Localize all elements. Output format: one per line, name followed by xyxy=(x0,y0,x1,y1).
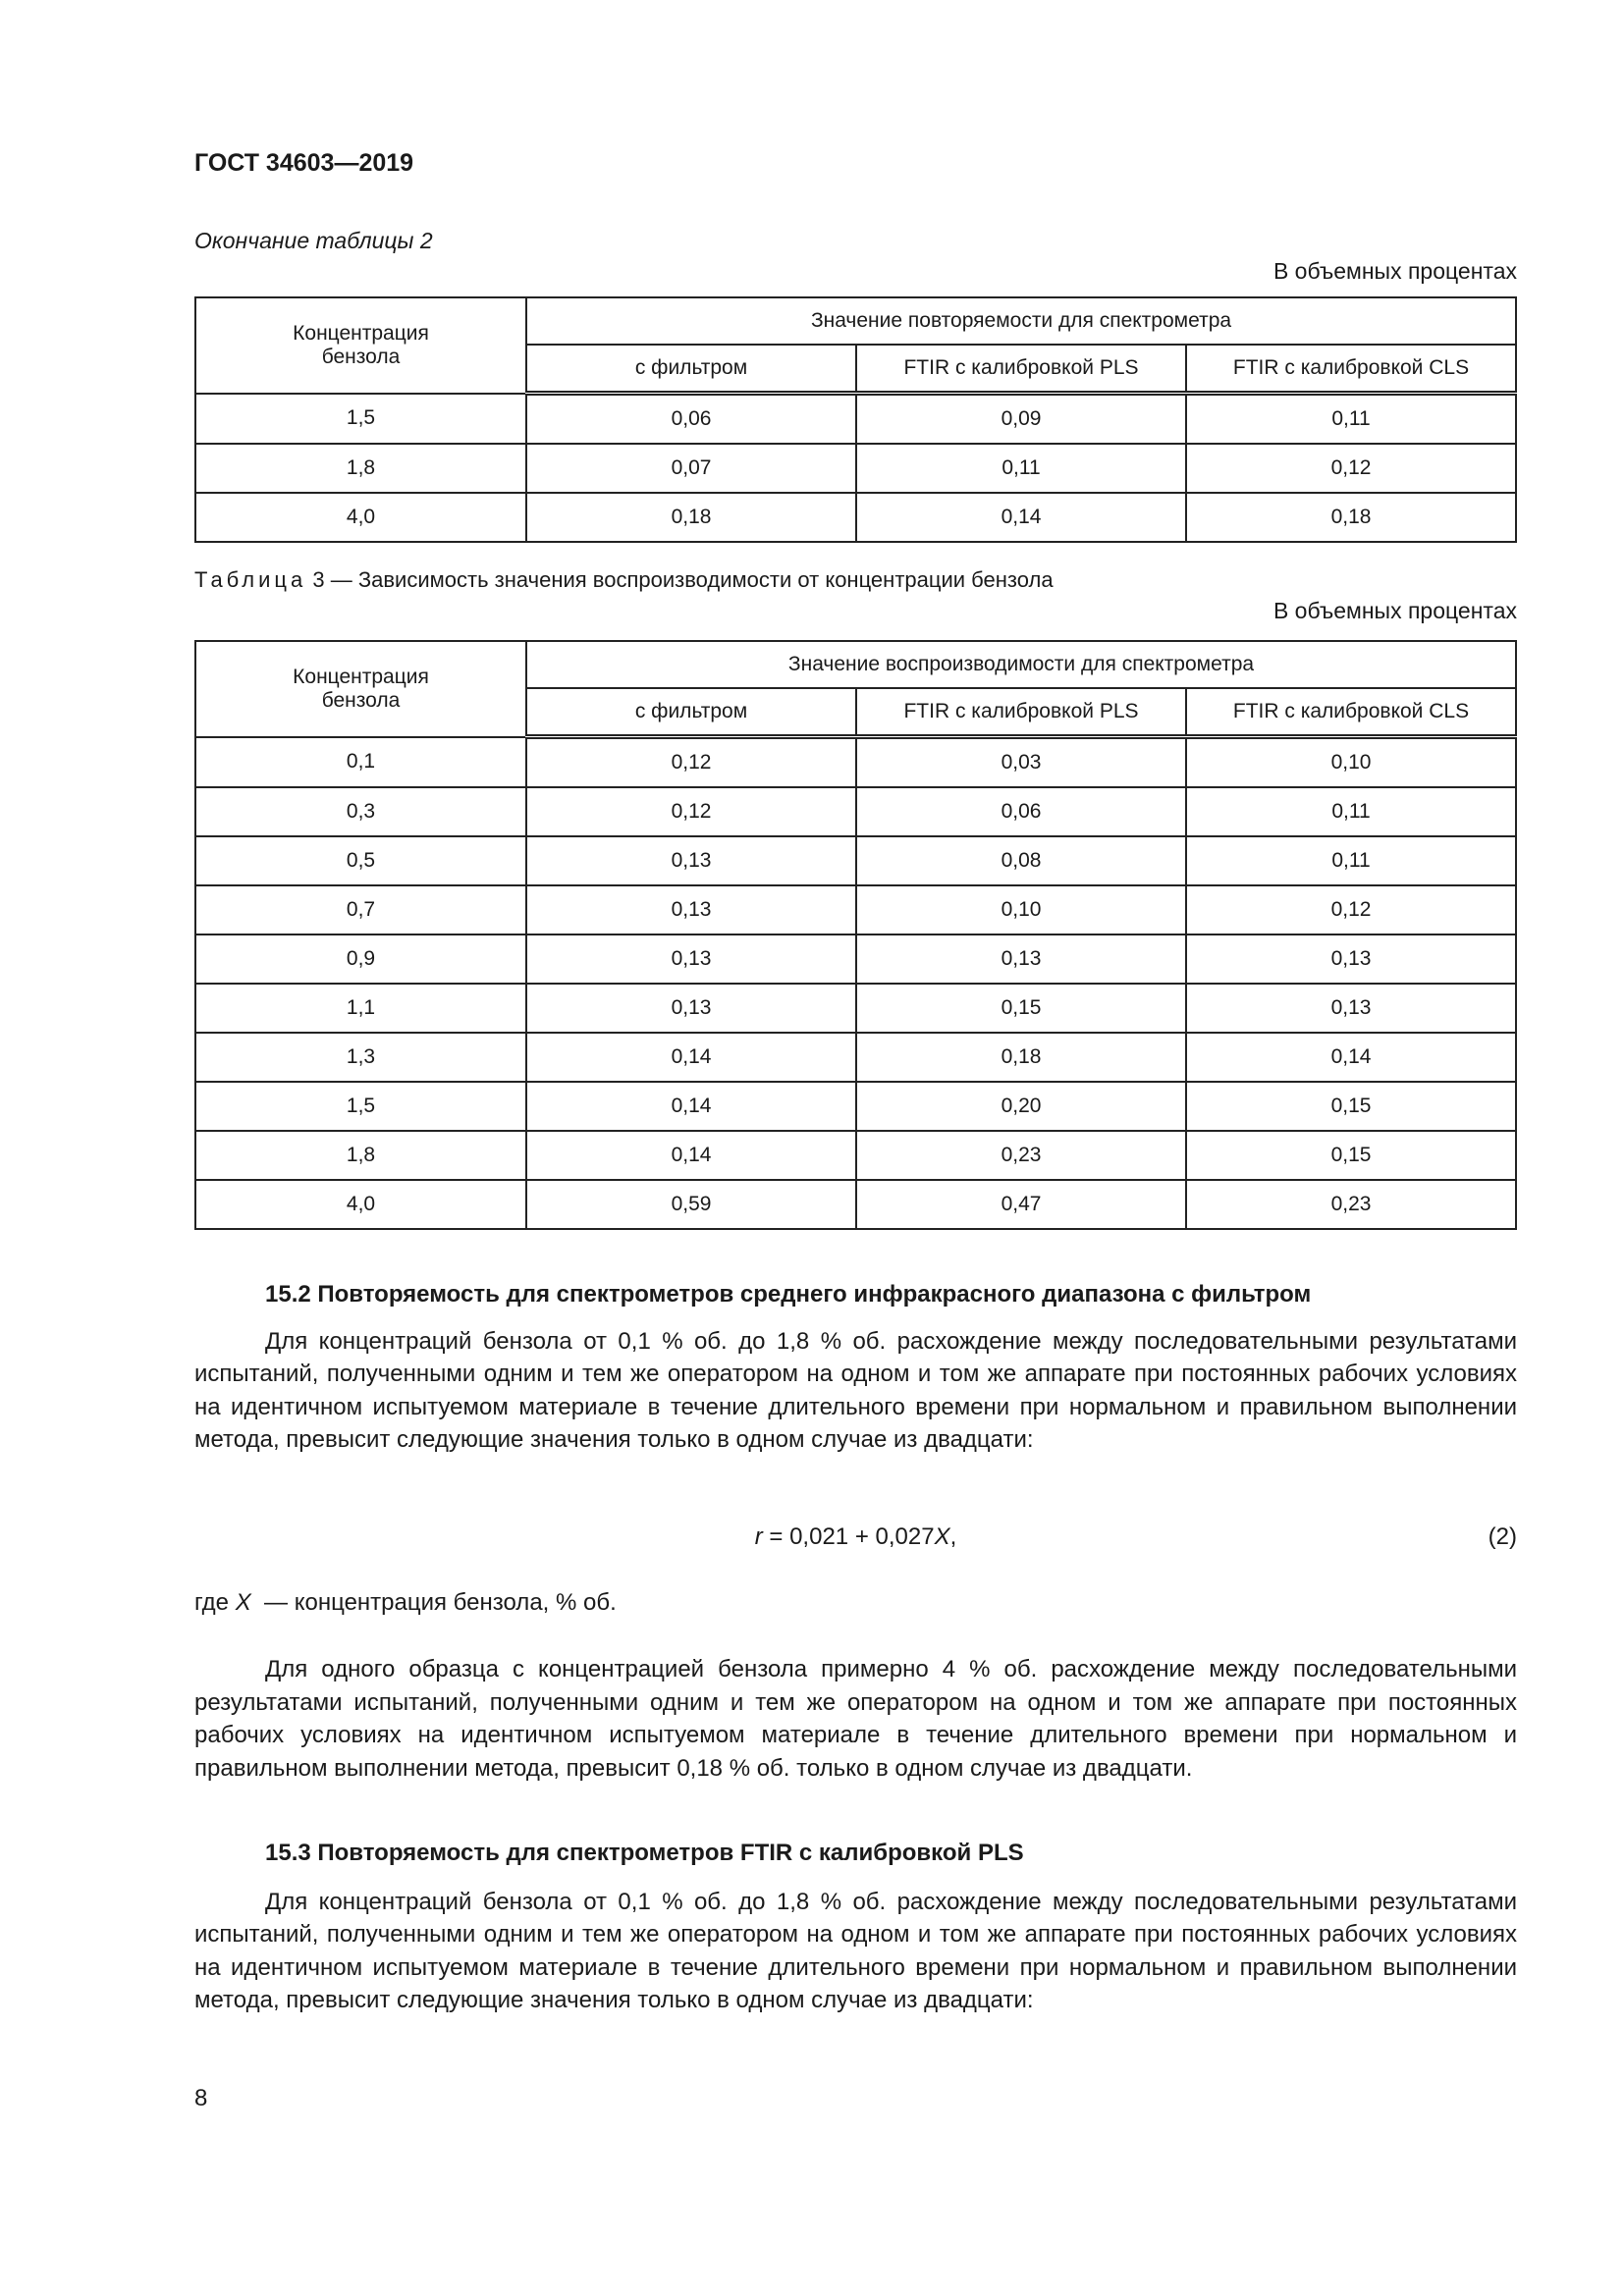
table-2 xyxy=(194,296,1517,543)
section-heading: 15.2 Повторяемость для спектрометров среднего инфракрасного диапазона с фильтром xyxy=(265,1281,1312,1308)
table-row xyxy=(195,787,1516,836)
table-cell: 0,06 xyxy=(526,394,856,445)
formula-x: X xyxy=(934,1523,950,1550)
table-cell: 0,12 xyxy=(526,737,856,788)
table-cell: 0,47 xyxy=(856,1180,1186,1229)
section-heading: 15.3 Повторяемость для спектрометров FTIR с калибровкой PLS xyxy=(265,1840,1024,1866)
table2-units: В объемных процентах xyxy=(1272,258,1517,284)
table-cell: 0,13 xyxy=(526,934,856,984)
table-row xyxy=(195,394,1516,445)
table-row xyxy=(195,984,1516,1033)
page-number: 8 xyxy=(194,2085,208,2111)
table-cell: 4,0 xyxy=(195,493,526,542)
table-cell: 0,23 xyxy=(1186,1180,1516,1229)
table-continuation-label: Окончание таблицы 2 xyxy=(194,228,433,253)
subheader-ftir-cls: FTIR с калибровкой CLS xyxy=(1186,688,1516,737)
table-cell: 1,3 xyxy=(195,1033,526,1082)
table-cell: 0,13 xyxy=(526,984,856,1033)
table-cell: 0,13 xyxy=(1186,934,1516,984)
table-cell: 0,14 xyxy=(526,1082,856,1131)
table-row xyxy=(195,1180,1516,1229)
paragraph: Для концентраций бензола от 0,1 % об. до 1,8 % об. расхождение между последовательными результатами испытаний, полученными одним и тем же оператором на одном и том же аппарате при постоянных рабочих условиях на идентичном испытуемом материале в течение длительного времени при нормальном и правильном выполнении метода, превысит следующие значения только в одном случае из двадцати: xyxy=(194,1327,1517,1454)
where-clause xyxy=(194,1586,1517,1620)
table-cell: 0,06 xyxy=(856,787,1186,836)
group-header: Значение воспроизводимости для спектрометра xyxy=(526,641,1516,688)
formula-end: , xyxy=(949,1523,957,1550)
table-cell: 0,15 xyxy=(856,984,1186,1033)
table-row xyxy=(195,1033,1516,1082)
subheader-ftir-cls: FTIR с калибровкой CLS xyxy=(1186,345,1516,394)
section-15-2 xyxy=(194,1278,1517,1457)
column-header-concentration: Концентрация бензола xyxy=(195,641,526,737)
table-cell: 0,07 xyxy=(526,444,856,493)
table-cell: 0,18 xyxy=(526,493,856,542)
table-cell: 0,7 xyxy=(195,885,526,934)
table-cell: 0,3 xyxy=(195,787,526,836)
subheader-filter: с фильтром xyxy=(526,345,856,394)
table-cell: 0,12 xyxy=(526,787,856,836)
table-row xyxy=(195,885,1516,934)
table-cell: 0,1 xyxy=(195,737,526,788)
table-cell: 0,14 xyxy=(1186,1033,1516,1082)
table-cell: 0,18 xyxy=(856,1033,1186,1082)
caption-label: Таблица xyxy=(194,567,307,592)
table3-units: В объемных процентах xyxy=(1272,598,1517,623)
paragraph: Для одного образца с концентрацией бензола примерно 4 % об. расхождение между последовательными результатами испытаний, полученными одним и тем же оператором на одном и том же аппарате при постоянных рабочих условиях на идентичном испытуемом материале в течение длительного времени при нормальном и правильном выполнении метода, превысит 0,18 % об. только в одном случае из двадцати. xyxy=(194,1656,1517,1782)
table-row xyxy=(195,737,1516,788)
table3-caption xyxy=(194,567,1054,593)
section-15-3 xyxy=(194,1837,1517,2017)
table-cell: 0,13 xyxy=(526,836,856,885)
table-cell: 0,11 xyxy=(1186,836,1516,885)
caption-text: 3 — Зависимость значения воспроизводимости от концентрации бензола xyxy=(306,567,1054,592)
paragraph: Для концентраций бензола от 0,1 % об. до 1,8 % об. расхождение между последовательными результатами испытаний, полученными одним и тем же оператором на одном и том же аппарате при постоянных рабочих условиях на идентичном испытуемом материале в течение длительного времени при нормальном и правильном выполнении метода, превысит следующие значения только в одном случае из двадцати: xyxy=(194,1888,1517,2014)
formula-body: = 0,021 + 0,027 xyxy=(762,1523,935,1550)
table-cell: 0,10 xyxy=(856,885,1186,934)
table-row xyxy=(195,444,1516,493)
table-row xyxy=(195,1082,1516,1131)
table-cell: 0,14 xyxy=(856,493,1186,542)
table-cell: 0,09 xyxy=(856,394,1186,445)
table-cell: 0,11 xyxy=(856,444,1186,493)
table-cell: 0,13 xyxy=(856,934,1186,984)
table-cell: 0,12 xyxy=(1186,444,1516,493)
table-cell: 1,1 xyxy=(195,984,526,1033)
table-row xyxy=(195,1131,1516,1180)
subheader-filter: с фильтром xyxy=(526,688,856,737)
formula-number: (2) xyxy=(1488,1523,1517,1550)
table-cell: 0,11 xyxy=(1186,787,1516,836)
table-cell: 4,0 xyxy=(195,1180,526,1229)
table-row xyxy=(195,493,1516,542)
group-header: Значение повторяемости для спектрометра xyxy=(526,297,1516,345)
paragraph-2 xyxy=(194,1653,1517,1785)
table-row xyxy=(195,934,1516,984)
table-cell: 1,5 xyxy=(195,394,526,445)
subheader-ftir-pls: FTIR с калибровкой PLS xyxy=(856,345,1186,394)
table-cell: 1,8 xyxy=(195,444,526,493)
table-cell: 0,11 xyxy=(1186,394,1516,445)
subheader-ftir-pls: FTIR с калибровкой PLS xyxy=(856,688,1186,737)
table-cell: 0,59 xyxy=(526,1180,856,1229)
table-cell: 0,14 xyxy=(526,1131,856,1180)
table-cell: 1,5 xyxy=(195,1082,526,1131)
table-cell: 0,23 xyxy=(856,1131,1186,1180)
table-cell: 0,10 xyxy=(1186,737,1516,788)
table-cell: 1,8 xyxy=(195,1131,526,1180)
table-cell: 0,5 xyxy=(195,836,526,885)
where-text: — концентрация бензола, % об. xyxy=(250,1589,617,1616)
where-var: X xyxy=(235,1589,251,1616)
table-cell: 0,08 xyxy=(856,836,1186,885)
table-cell: 0,9 xyxy=(195,934,526,984)
table-row xyxy=(195,836,1516,885)
table-cell: 0,03 xyxy=(856,737,1186,788)
table-cell: 0,18 xyxy=(1186,493,1516,542)
table-cell: 0,12 xyxy=(1186,885,1516,934)
table-cell: 0,15 xyxy=(1186,1131,1516,1180)
table-cell: 0,13 xyxy=(1186,984,1516,1033)
where-prefix: где xyxy=(194,1589,236,1616)
table-cell: 0,14 xyxy=(526,1033,856,1082)
document-code: ГОСТ 34603—2019 xyxy=(194,149,414,177)
table-cell: 0,13 xyxy=(526,885,856,934)
column-header-concentration: Концентрация бензола xyxy=(195,297,526,394)
table-cell: 0,15 xyxy=(1186,1082,1516,1131)
table-cell: 0,20 xyxy=(856,1082,1186,1131)
table-3 xyxy=(194,640,1517,1230)
formula-var: r xyxy=(754,1523,763,1550)
